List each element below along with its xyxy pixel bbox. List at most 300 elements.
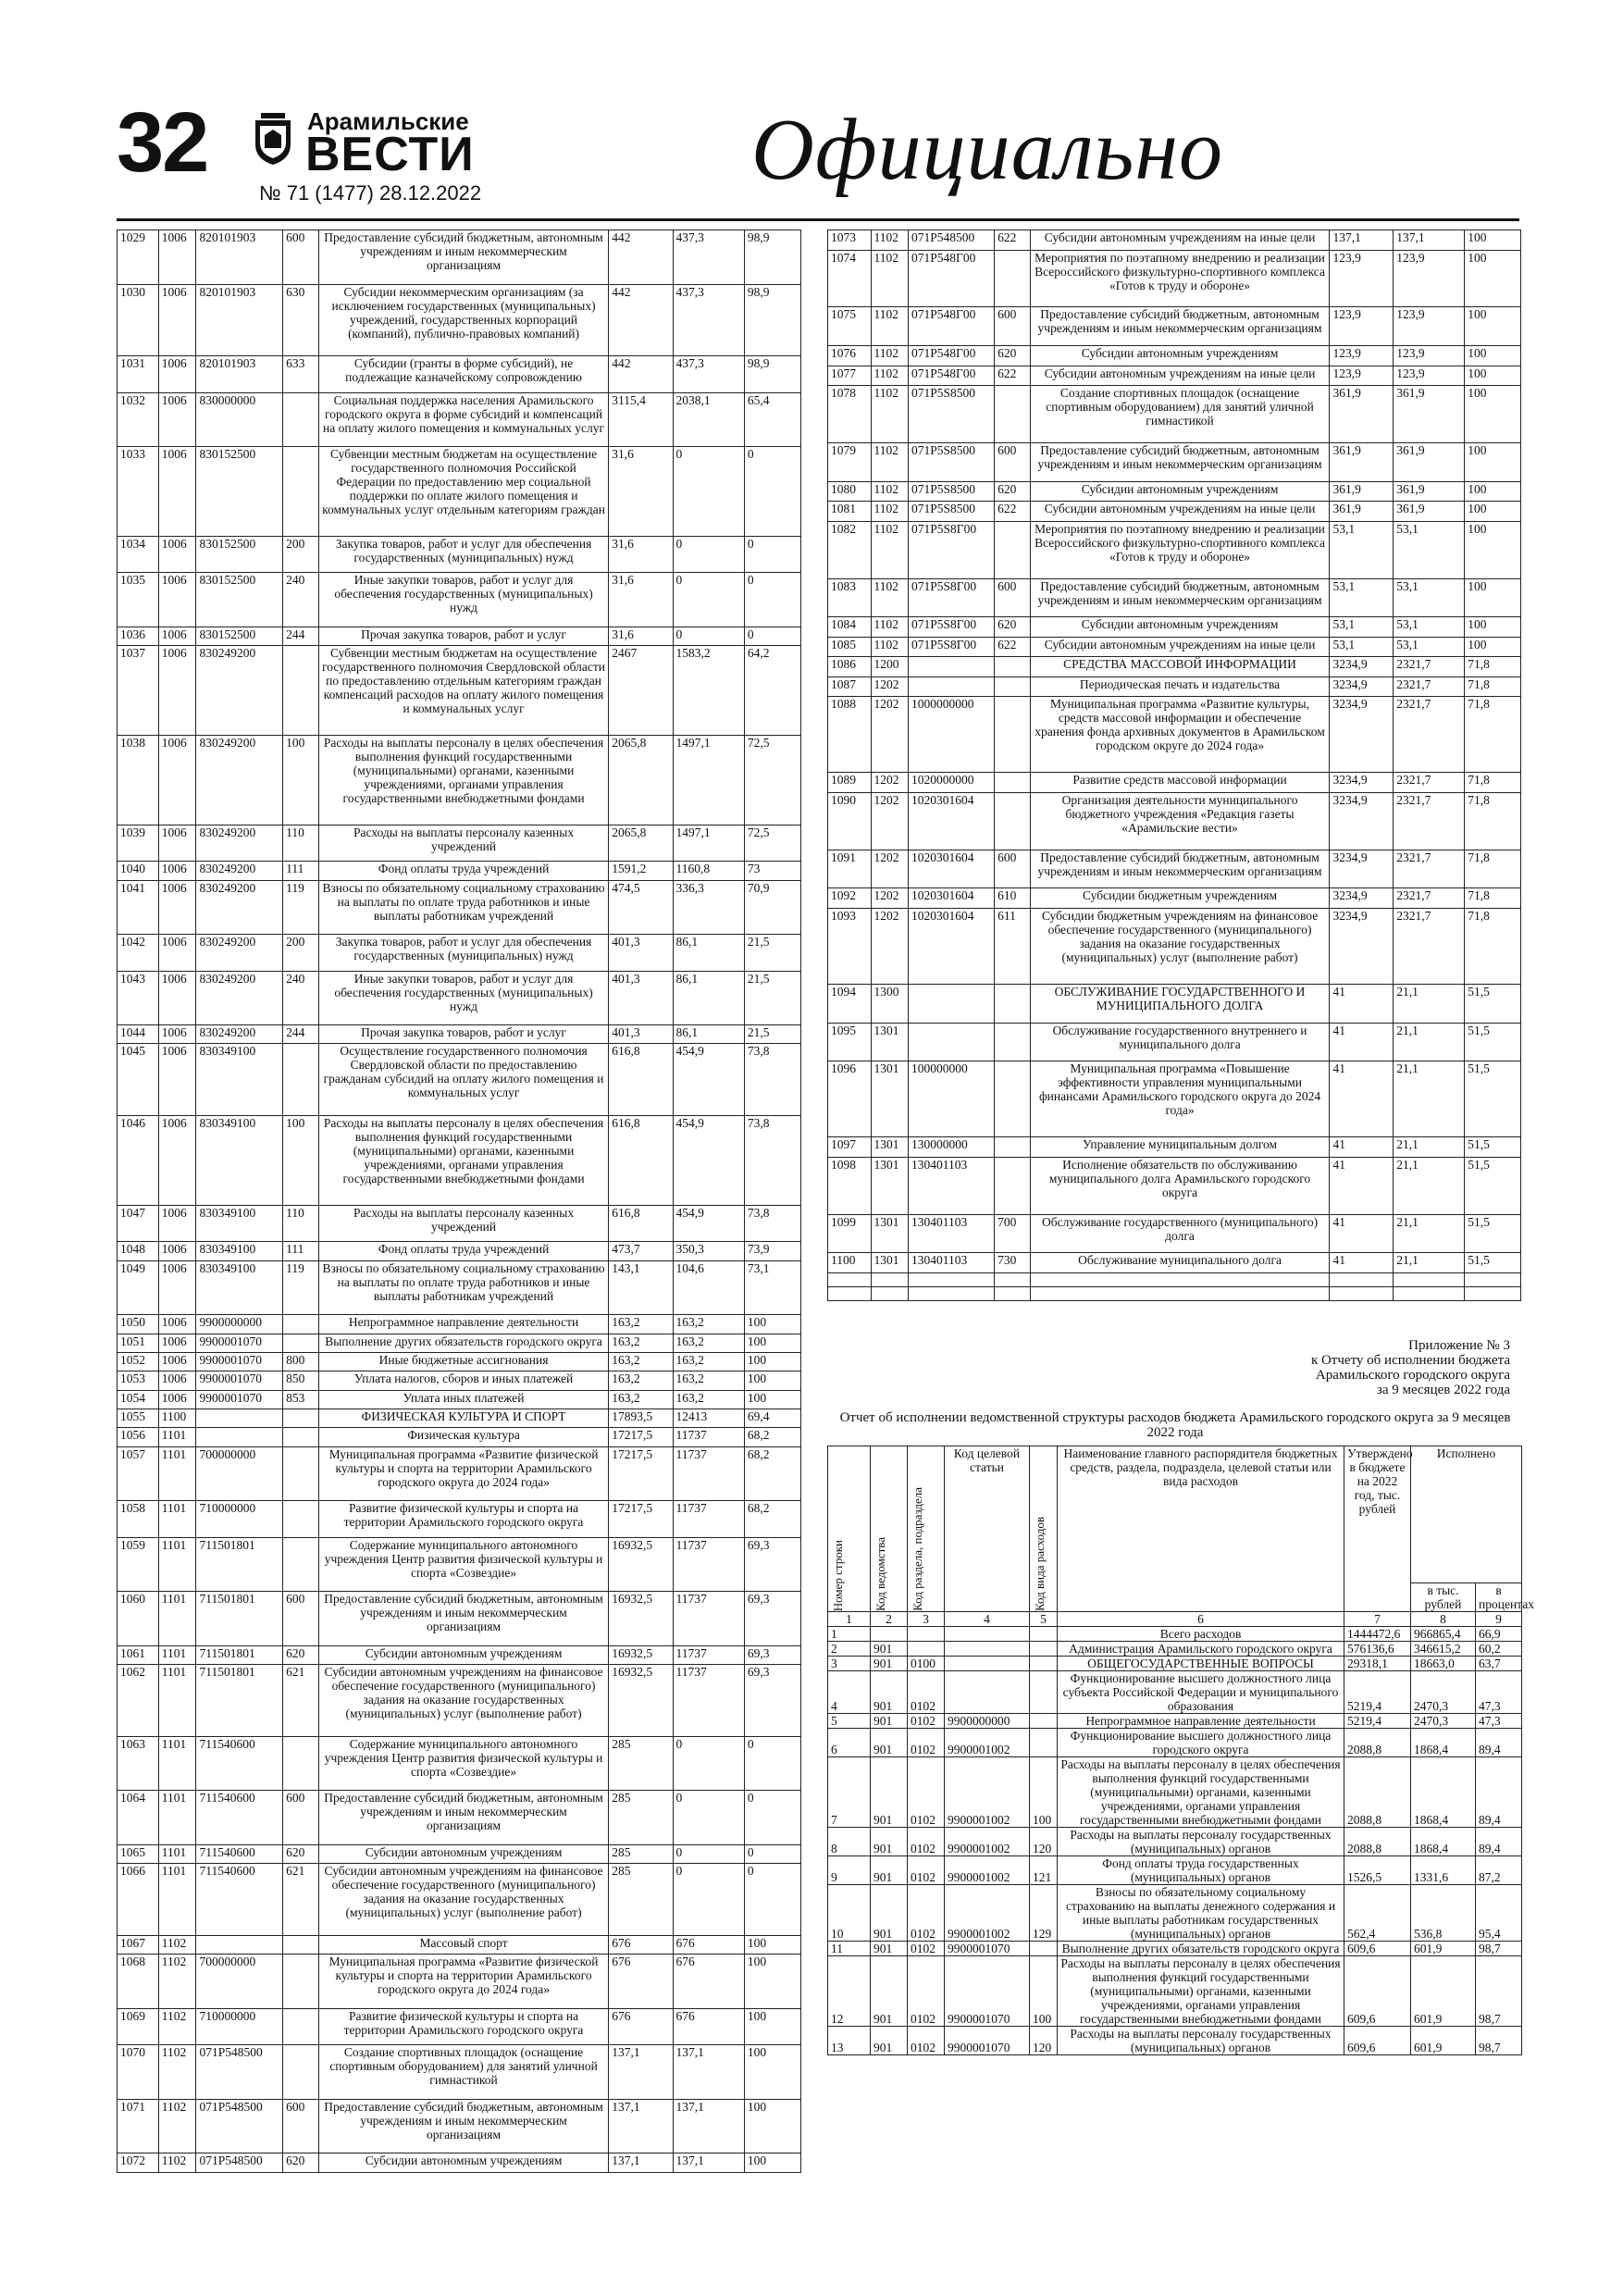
dept-code-cell: 1101 bbox=[158, 1736, 196, 1791]
dept-code-cell: 1102 bbox=[871, 617, 908, 638]
kind-code-cell: 620 bbox=[995, 617, 1030, 638]
executed-cell: 21,1 bbox=[1394, 1214, 1465, 1253]
header-name: Наименование главного распорядителя бюджетных средств, раздела, подраздела, целевой статьи или вида расходов bbox=[1058, 1446, 1344, 1612]
dept-code-cell: 1006 bbox=[158, 646, 196, 736]
percent-cell: 98,9 bbox=[744, 284, 800, 356]
item-name-cell: Периодическая печать и издательства bbox=[1030, 676, 1330, 697]
dept-code-cell: 1202 bbox=[871, 773, 908, 793]
executed-cell: 601,9 bbox=[1411, 1942, 1476, 1956]
table-row bbox=[118, 1736, 801, 1791]
kind-code-cell bbox=[995, 773, 1030, 793]
approved-cell: 53,1 bbox=[1330, 617, 1394, 638]
report-row bbox=[828, 1642, 1522, 1657]
dept-code-cell: 1101 bbox=[158, 1844, 196, 1863]
approved-cell: 361,9 bbox=[1330, 386, 1394, 443]
executed-cell: 0 bbox=[673, 536, 744, 572]
kind-code-cell: 200 bbox=[283, 536, 319, 572]
percent-cell: 89,4 bbox=[1476, 1828, 1522, 1856]
item-name-cell: Создание спортивных площадок (оснащение спортивным оборудованием) для занятий уличной гимнастикой bbox=[1030, 386, 1330, 443]
row-number-cell: 1036 bbox=[118, 627, 159, 645]
item-name-cell: Содержание муниципального автономного учреждения Центр развития физической культуры и спорта «Созвездие» bbox=[318, 1537, 609, 1592]
row-number-cell: 1044 bbox=[118, 1025, 159, 1044]
table-row bbox=[118, 1844, 801, 1863]
approved-cell: 285 bbox=[609, 1844, 673, 1863]
executed-cell: 21,1 bbox=[1394, 1157, 1465, 1214]
dept-code-cell: 1006 bbox=[158, 862, 196, 880]
approved-cell: 401,3 bbox=[609, 971, 673, 1025]
kind-code-cell: 100 bbox=[1030, 1757, 1058, 1828]
row-number-cell: 1033 bbox=[118, 447, 159, 537]
row-number-cell: 1049 bbox=[118, 1260, 159, 1315]
dept-code-cell: 1101 bbox=[158, 1645, 196, 1664]
target-code-cell: 071P548500 bbox=[909, 230, 995, 251]
section-code-cell: 0102 bbox=[908, 1729, 945, 1757]
executed-cell: 2038,1 bbox=[673, 392, 744, 447]
row-number-cell: 1051 bbox=[118, 1334, 159, 1352]
table-row bbox=[118, 536, 801, 572]
empty-cell bbox=[995, 1273, 1030, 1287]
kind-code-cell: 600 bbox=[995, 307, 1030, 346]
target-code-cell: 071P548Г00 bbox=[909, 250, 995, 307]
percent-cell: 64,2 bbox=[744, 646, 800, 736]
approved-cell: 616,8 bbox=[609, 1044, 673, 1116]
item-name-cell: Предоставление субсидий бюджетным, автономным учреждениям и иным некоммерческим организациям bbox=[1030, 850, 1330, 888]
item-name-cell: Обслуживание государственного внутреннего и муниципального долга bbox=[1030, 1023, 1330, 1061]
executed-cell: 11737 bbox=[673, 1645, 744, 1664]
row-number-cell: 1043 bbox=[118, 971, 159, 1025]
percent-cell: 98,7 bbox=[1476, 1956, 1522, 2027]
table-row bbox=[118, 2045, 801, 2100]
header-exec-thousand: в тыс. рублей bbox=[1411, 1583, 1476, 1612]
header-executed: Исполнено bbox=[1411, 1446, 1522, 1583]
approved-cell: 2088,8 bbox=[1344, 1729, 1411, 1757]
approved-cell: 3115,4 bbox=[609, 392, 673, 447]
approved-cell: 137,1 bbox=[609, 2153, 673, 2173]
target-code-cell: 820101903 bbox=[196, 230, 283, 285]
table-row bbox=[118, 1044, 801, 1116]
row-number-cell: 1073 bbox=[828, 230, 872, 251]
executed-cell: 361,9 bbox=[1394, 386, 1465, 443]
target-code-cell: 711540600 bbox=[196, 1844, 283, 1863]
empty-row bbox=[828, 1287, 1521, 1301]
executed-cell: 137,1 bbox=[673, 2045, 744, 2100]
item-name-cell: Фонд оплаты труда учреждений bbox=[318, 862, 609, 880]
row-number-cell: 1031 bbox=[118, 356, 159, 392]
table-row bbox=[118, 1371, 801, 1390]
executed-cell: 2321,7 bbox=[1394, 850, 1465, 888]
dept-code-cell: 1301 bbox=[871, 1023, 908, 1061]
item-name-cell: Осуществление государственного полномочия Свердловской области по предоставлению гражданам субсидий на оплату жилого помещения и коммунальных услуг bbox=[318, 1044, 609, 1116]
approved-cell: 16932,5 bbox=[609, 1665, 673, 1737]
row-number-cell: 1046 bbox=[118, 1116, 159, 1206]
kind-code-cell: 611 bbox=[995, 908, 1030, 984]
table-row bbox=[118, 447, 801, 537]
percent-cell: 98,7 bbox=[1476, 2027, 1522, 2055]
target-code-cell: 1020301604 bbox=[909, 850, 995, 888]
kind-code-cell: 600 bbox=[995, 442, 1030, 481]
target-code-cell: 071P5S8500 bbox=[909, 442, 995, 481]
approved-cell: 41 bbox=[1330, 1253, 1394, 1273]
logo-top-text: Арамильские bbox=[307, 107, 469, 135]
item-name-cell: Субсидии автономным учреждениям на финансовое обеспечение государственного (муниципального) задания на оказание государственных (муниципальных) услуг (выполнение работ) bbox=[318, 1665, 609, 1737]
dept-code-cell: 1102 bbox=[158, 1935, 196, 1954]
dept-code-cell: 1102 bbox=[158, 2045, 196, 2100]
dept-code-cell: 1101 bbox=[158, 1864, 196, 1936]
percent-cell: 100 bbox=[744, 2153, 800, 2173]
empty-cell bbox=[995, 1287, 1030, 1301]
kind-code-cell: 600 bbox=[283, 1592, 319, 1646]
row-number-cell: 1071 bbox=[118, 2099, 159, 2153]
appendix-line: за 9 месяцев 2022 года bbox=[1376, 1383, 1510, 1397]
dept-code-cell: 1006 bbox=[158, 573, 196, 627]
target-code-cell: 130401103 bbox=[909, 1253, 995, 1273]
executed-cell: 437,3 bbox=[673, 230, 744, 285]
target-code-cell: 9900001002 bbox=[945, 1828, 1030, 1856]
row-number-cell: 1060 bbox=[118, 1592, 159, 1646]
approved-cell: 2467 bbox=[609, 646, 673, 736]
item-name-cell: Субвенции местным бюджетам на осуществление государственного полномочия Российской Федерации по предоставлению мер социальной поддержки по оплате жилого помещения и коммунальных услуг отдельным категориям граждан bbox=[318, 447, 609, 537]
kind-code-cell bbox=[283, 1935, 319, 1954]
dept-code-cell: 901 bbox=[871, 1642, 908, 1657]
percent-cell: 100 bbox=[1465, 230, 1521, 251]
appendix-line: к Отчету об исполнении бюджета bbox=[1310, 1353, 1510, 1368]
kind-code-cell: 600 bbox=[995, 850, 1030, 888]
report-row bbox=[828, 1885, 1522, 1942]
percent-cell: 98,9 bbox=[744, 356, 800, 392]
executed-cell: 21,1 bbox=[1394, 1023, 1465, 1061]
approved-cell: 609,6 bbox=[1344, 2027, 1411, 2055]
executed-cell: 0 bbox=[673, 447, 744, 537]
dept-code-cell: 901 bbox=[871, 1828, 908, 1856]
item-name-cell: Расходы на выплаты персоналу государственных (муниципальных) органов bbox=[1058, 2027, 1344, 2055]
section-code-cell: 0102 bbox=[908, 1757, 945, 1828]
percent-cell: 71,8 bbox=[1465, 697, 1521, 773]
dept-code-cell: 1006 bbox=[158, 536, 196, 572]
target-code-cell: 830349100 bbox=[196, 1242, 283, 1260]
table-row bbox=[828, 1061, 1521, 1137]
percent-cell: 100 bbox=[744, 1352, 800, 1371]
kind-code-cell: 800 bbox=[283, 1352, 319, 1371]
kind-code-cell: 630 bbox=[283, 284, 319, 356]
row-number-cell: 1096 bbox=[828, 1061, 872, 1137]
dept-code-cell: 1102 bbox=[871, 637, 908, 657]
row-number-cell: 1057 bbox=[118, 1446, 159, 1501]
empty-cell bbox=[1330, 1287, 1394, 1301]
executed-cell: 163,2 bbox=[673, 1371, 744, 1390]
item-name-cell: Субсидии автономным учреждениям bbox=[318, 1645, 609, 1664]
item-name-cell: Фонд оплаты труда учреждений bbox=[318, 1242, 609, 1260]
table-row bbox=[118, 1935, 801, 1954]
approved-cell: 1591,2 bbox=[609, 862, 673, 880]
row-number-cell: 1099 bbox=[828, 1214, 872, 1253]
target-code-cell: 830152500 bbox=[196, 536, 283, 572]
section-code-cell: 0102 bbox=[908, 1856, 945, 1885]
row-number-cell: 1068 bbox=[118, 1955, 159, 2009]
percent-cell: 100 bbox=[744, 2099, 800, 2153]
dept-code-cell: 1006 bbox=[158, 1025, 196, 1044]
executed-cell: 11737 bbox=[673, 1537, 744, 1592]
target-code-cell: 711501801 bbox=[196, 1645, 283, 1664]
logo-main-text: ВЕСТИ bbox=[305, 128, 475, 181]
executed-cell: 2321,7 bbox=[1394, 697, 1465, 773]
executed-cell: 0 bbox=[673, 1791, 744, 1845]
table-row bbox=[118, 356, 801, 392]
item-name-cell: Закупка товаров, работ и услуг для обеспечения государственных (муниципальных) нужд bbox=[318, 935, 609, 971]
kind-code-cell: 244 bbox=[283, 1025, 319, 1044]
kind-code-cell: 600 bbox=[283, 230, 319, 285]
dept-code-cell: 1102 bbox=[871, 442, 908, 481]
row-number-cell: 1097 bbox=[828, 1137, 872, 1158]
column-number-cell: 8 bbox=[1411, 1612, 1476, 1627]
dept-code-cell: 1101 bbox=[158, 1665, 196, 1737]
dept-code-cell: 1006 bbox=[158, 880, 196, 935]
percent-cell: 73,8 bbox=[744, 1116, 800, 1206]
percent-cell: 87,2 bbox=[1476, 1856, 1522, 1885]
table-row bbox=[118, 1260, 801, 1315]
executed-cell: 437,3 bbox=[673, 284, 744, 356]
percent-cell: 71,8 bbox=[1465, 792, 1521, 850]
item-name-cell: Расходы на выплаты персоналу государственных (муниципальных) органов bbox=[1058, 1828, 1344, 1856]
row-number-cell: 1063 bbox=[118, 1736, 159, 1791]
percent-cell: 100 bbox=[1465, 442, 1521, 481]
dept-code-cell: 1006 bbox=[158, 447, 196, 537]
row-number-cell: 12 bbox=[828, 1956, 871, 2027]
percent-cell: 73,8 bbox=[744, 1205, 800, 1241]
kind-code-cell: 620 bbox=[995, 481, 1030, 502]
percent-cell: 89,4 bbox=[1476, 1729, 1522, 1757]
approved-cell: 17217,5 bbox=[609, 1446, 673, 1501]
percent-cell: 0 bbox=[744, 627, 800, 645]
item-name-cell: Муниципальная программа «Развитие физической культуры и спорта на территории Арамильского городского округа до 2024 года» bbox=[318, 1955, 609, 2009]
executed-cell: 0 bbox=[673, 573, 744, 627]
percent-cell: 47,3 bbox=[1476, 1671, 1522, 1714]
target-code-cell: 9900000000 bbox=[945, 1714, 1030, 1729]
row-number-cell: 7 bbox=[828, 1757, 871, 1828]
item-name-cell: Субсидии автономным учреждениям на иные цели bbox=[1030, 502, 1330, 522]
row-number-cell: 10 bbox=[828, 1885, 871, 1942]
dept-code-cell: 1200 bbox=[871, 657, 908, 677]
row-number-cell: 13 bbox=[828, 2027, 871, 2055]
row-number-cell: 1079 bbox=[828, 442, 872, 481]
approved-cell: 676 bbox=[609, 2008, 673, 2044]
column-number-cell: 4 bbox=[945, 1612, 1030, 1627]
target-code-cell: 071P5S8Г00 bbox=[909, 578, 995, 617]
dept-code-cell: 1006 bbox=[158, 971, 196, 1025]
target-code-cell: 071P5S8Г00 bbox=[909, 617, 995, 638]
percent-cell: 100 bbox=[744, 1935, 800, 1954]
approved-cell: 16932,5 bbox=[609, 1645, 673, 1664]
percent-cell: 100 bbox=[744, 1390, 800, 1409]
target-code-cell: 1020301604 bbox=[909, 792, 995, 850]
dept-code-cell: 901 bbox=[871, 1657, 908, 1671]
approved-cell: 3234,9 bbox=[1330, 697, 1394, 773]
dept-code-cell: 1101 bbox=[158, 1537, 196, 1592]
executed-cell: 53,1 bbox=[1394, 637, 1465, 657]
kind-code-cell: 120 bbox=[1030, 1828, 1058, 1856]
percent-cell: 21,5 bbox=[744, 971, 800, 1025]
executed-cell: 676 bbox=[673, 1935, 744, 1954]
kind-code-cell: 111 bbox=[283, 862, 319, 880]
appendix-line: Приложение № 3 bbox=[1408, 1338, 1510, 1353]
approved-cell: 41 bbox=[1330, 984, 1394, 1023]
approved-cell: 31,6 bbox=[609, 627, 673, 645]
target-code-cell: 071P548Г00 bbox=[909, 307, 995, 346]
row-number-cell: 1061 bbox=[118, 1645, 159, 1664]
percent-cell: 72,5 bbox=[744, 825, 800, 861]
target-code-cell: 830349100 bbox=[196, 1205, 283, 1241]
item-name-cell: Взносы по обязательному социальному страхованию на выплаты по оплате труда работников и иные выплаты работникам учреждений bbox=[318, 880, 609, 935]
item-name-cell: Иные закупки товаров, работ и услуг для обеспечения государственных (муниципальных) нужд bbox=[318, 573, 609, 627]
dept-code-cell: 1300 bbox=[871, 984, 908, 1023]
executed-cell: 601,9 bbox=[1411, 2027, 1476, 2055]
percent-cell: 98,9 bbox=[744, 230, 800, 285]
percent-cell: 68,2 bbox=[744, 1446, 800, 1501]
approved-cell: 2088,8 bbox=[1344, 1757, 1411, 1828]
empty-cell bbox=[828, 1273, 872, 1287]
dept-code-cell bbox=[871, 1627, 908, 1642]
row-number-cell: 1038 bbox=[118, 736, 159, 825]
approved-cell: 2088,8 bbox=[1344, 1828, 1411, 1856]
approved-cell: 163,2 bbox=[609, 1315, 673, 1334]
item-name-cell: Иные закупки товаров, работ и услуг для обеспечения государственных (муниципальных) нужд bbox=[318, 971, 609, 1025]
item-name-cell: Развитие физической культуры и спорта на территории Арамильского городского округа bbox=[318, 2008, 609, 2044]
item-name-cell: Администрация Арамильского городского округа bbox=[1058, 1642, 1344, 1657]
row-number-cell: 1042 bbox=[118, 935, 159, 971]
dept-code-cell: 1006 bbox=[158, 1242, 196, 1260]
percent-cell: 69,3 bbox=[744, 1592, 800, 1646]
dept-code-cell: 1101 bbox=[158, 1791, 196, 1845]
item-name-cell: Уплата иных платежей bbox=[318, 1390, 609, 1409]
item-name-cell: ФИЗИЧЕСКАЯ КУЛЬТУРА И СПОРТ bbox=[318, 1409, 609, 1428]
empty-cell bbox=[1394, 1287, 1465, 1301]
target-code-cell: 711501801 bbox=[196, 1537, 283, 1592]
table-row bbox=[828, 1214, 1521, 1253]
table-row bbox=[118, 1428, 801, 1446]
row-number-cell: 8 bbox=[828, 1828, 871, 1856]
executed-cell: 336,3 bbox=[673, 880, 744, 935]
approved-cell: 123,9 bbox=[1330, 307, 1394, 346]
table-row bbox=[118, 1645, 801, 1664]
item-name-cell: Расходы на выплаты персоналу в целях обеспечения выполнения функций государственными (муниципальными) органами, казенными учреждениями, органами управления государственными внебюджетными фондами bbox=[318, 1116, 609, 1206]
dept-code-cell: 1102 bbox=[158, 2099, 196, 2153]
section-code-cell: 0102 bbox=[908, 1671, 945, 1714]
dept-code-cell: 1006 bbox=[158, 1260, 196, 1315]
executed-cell: 346615,2 bbox=[1411, 1642, 1476, 1657]
approved-cell: 616,8 bbox=[609, 1116, 673, 1206]
row-number-cell: 1087 bbox=[828, 676, 872, 697]
target-code-cell: 1020301604 bbox=[909, 888, 995, 909]
dept-code-cell: 1102 bbox=[871, 578, 908, 617]
target-code-cell: 711540600 bbox=[196, 1791, 283, 1845]
percent-cell: 51,5 bbox=[1465, 1214, 1521, 1253]
approved-cell: 143,1 bbox=[609, 1260, 673, 1315]
table-row bbox=[828, 366, 1521, 386]
approved-cell: 401,3 bbox=[609, 1025, 673, 1044]
kind-code-cell: 622 bbox=[995, 366, 1030, 386]
header-target-code: Код целевой статьи bbox=[945, 1446, 1030, 1612]
executed-cell: 11737 bbox=[673, 1501, 744, 1537]
target-code-cell: 9900001070 bbox=[945, 1956, 1030, 2027]
approved-cell: 137,1 bbox=[1330, 230, 1394, 251]
percent-cell: 51,5 bbox=[1465, 1157, 1521, 1214]
kind-code-cell bbox=[1030, 1642, 1058, 1657]
dept-code-cell: 1006 bbox=[158, 1371, 196, 1390]
item-name-cell: Предоставление субсидий бюджетным, автономным учреждениям и иным некоммерческим организациям bbox=[1030, 307, 1330, 346]
target-code-cell: 830152500 bbox=[196, 573, 283, 627]
approved-cell: 442 bbox=[609, 230, 673, 285]
target-code-cell: 1020301604 bbox=[909, 908, 995, 984]
target-code-cell: 830152500 bbox=[196, 627, 283, 645]
executed-cell: 361,9 bbox=[1394, 481, 1465, 502]
approved-cell: 29318,1 bbox=[1344, 1657, 1411, 1671]
item-name-cell: Развитие средств массовой информации bbox=[1030, 773, 1330, 793]
header-kind-code: Код вида расходов bbox=[1030, 1446, 1058, 1612]
approved-cell: 41 bbox=[1330, 1214, 1394, 1253]
kind-code-cell bbox=[1030, 1729, 1058, 1757]
table-row bbox=[828, 1023, 1521, 1061]
executed-cell: 163,2 bbox=[673, 1390, 744, 1409]
target-code-cell: 1020000000 bbox=[909, 773, 995, 793]
table-row bbox=[118, 1205, 801, 1241]
target-code-cell: 820101903 bbox=[196, 356, 283, 392]
executed-cell: 361,9 bbox=[1394, 442, 1465, 481]
kind-code-cell: 621 bbox=[283, 1665, 319, 1737]
row-number-cell: 1066 bbox=[118, 1864, 159, 1936]
approved-cell: 31,6 bbox=[609, 536, 673, 572]
kind-code-cell: 200 bbox=[283, 935, 319, 971]
column-number-cell: 9 bbox=[1476, 1612, 1522, 1627]
table-row bbox=[828, 773, 1521, 793]
kind-code-cell: 100 bbox=[283, 736, 319, 825]
kind-code-cell: 120 bbox=[1030, 2027, 1058, 2055]
table-row bbox=[118, 573, 801, 627]
kind-code-cell: 853 bbox=[283, 1390, 319, 1409]
percent-cell: 100 bbox=[744, 1334, 800, 1352]
target-code-cell bbox=[196, 1428, 283, 1446]
report-row bbox=[828, 1942, 1522, 1956]
row-number-cell: 1050 bbox=[118, 1315, 159, 1334]
target-code-cell: 071P548500 bbox=[196, 2045, 283, 2100]
row-number-cell: 1084 bbox=[828, 617, 872, 638]
item-name-cell: Муниципальная программа «Развитие физической культуры и спорта на территории Арамильского городского округа до 2024 года» bbox=[318, 1446, 609, 1501]
target-code-cell: 820101903 bbox=[196, 284, 283, 356]
executed-cell: 123,9 bbox=[1394, 346, 1465, 366]
table-row bbox=[118, 627, 801, 645]
percent-cell: 100 bbox=[1465, 521, 1521, 578]
approved-cell: 609,6 bbox=[1344, 1942, 1411, 1956]
item-name-cell: Физическая культура bbox=[318, 1428, 609, 1446]
kind-code-cell: 100 bbox=[283, 1116, 319, 1206]
item-name-cell: Субсидии автономным учреждениям bbox=[318, 1844, 609, 1863]
target-code-cell: 830249200 bbox=[196, 935, 283, 971]
item-name-cell: Обслуживание государственного (муниципального) долга bbox=[1030, 1214, 1330, 1253]
target-code-cell bbox=[945, 1671, 1030, 1714]
percent-cell: 0 bbox=[744, 1791, 800, 1845]
target-code-cell: 830152500 bbox=[196, 447, 283, 537]
percent-cell: 71,8 bbox=[1465, 908, 1521, 984]
target-code-cell: 830349100 bbox=[196, 1116, 283, 1206]
approved-cell: 137,1 bbox=[609, 2045, 673, 2100]
dept-code-cell: 901 bbox=[871, 2027, 908, 2055]
item-name-cell: Всего расходов bbox=[1058, 1627, 1344, 1642]
table-row bbox=[828, 984, 1521, 1023]
kind-code-cell bbox=[283, 447, 319, 537]
kind-code-cell bbox=[283, 2045, 319, 2100]
dept-code-cell: 1102 bbox=[871, 366, 908, 386]
dept-code-cell: 1006 bbox=[158, 1390, 196, 1409]
dept-code-cell: 1102 bbox=[871, 307, 908, 346]
approved-cell: 123,9 bbox=[1330, 346, 1394, 366]
